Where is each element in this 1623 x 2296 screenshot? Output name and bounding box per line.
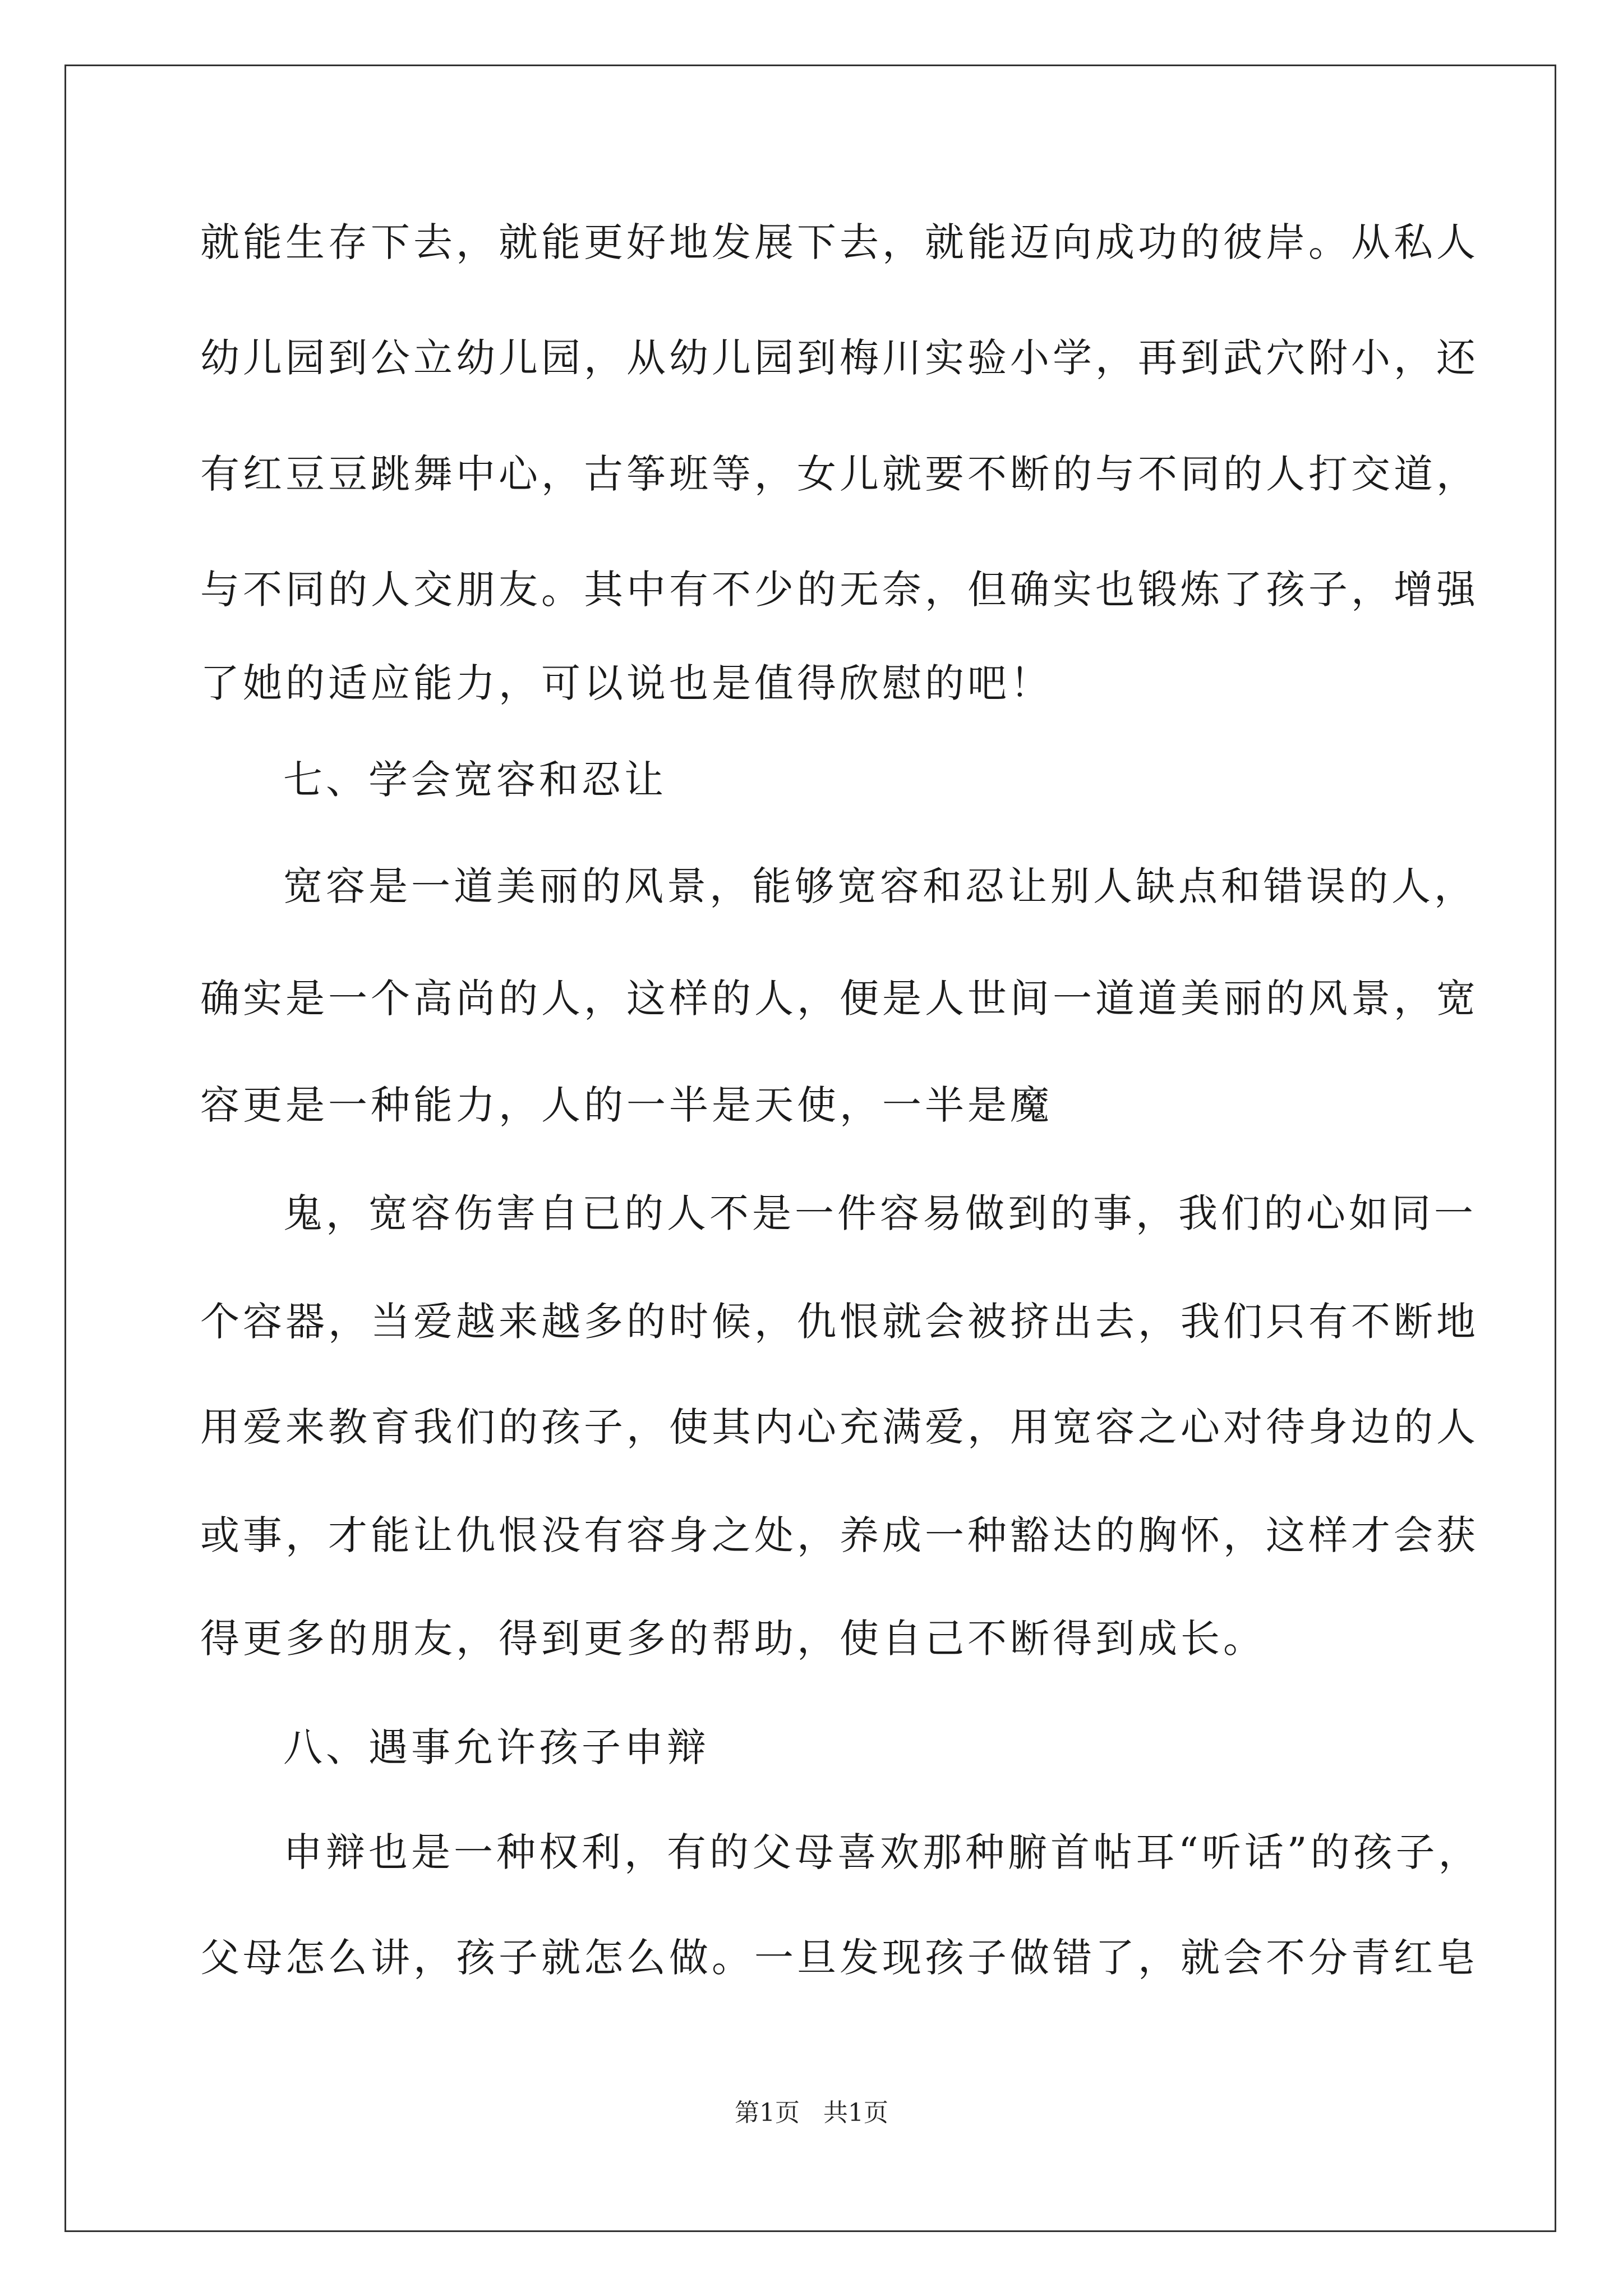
body-text-line: 与不同的人交朋友。其中有不少的无奈，但确实也锻炼了孩子，增强 <box>200 567 1479 613</box>
body-text-line: 用爱来教育我们的孩子，使其内心充满爱，用宽容之心对待身边的人 <box>200 1404 1479 1450</box>
section-heading: 八、遇事允许孩子申辩 <box>283 1724 709 1770</box>
body-text-line: 有红豆豆跳舞中心，古筝班等，女儿就要不断的与不同的人打交道， <box>200 451 1479 497</box>
body-text-line: 宽容是一道美丽的风景，能够宽容和忍让别人缺点和错误的人， <box>283 863 1477 909</box>
page-border <box>64 65 1556 2232</box>
body-text-line: 容更是一种能力，人的一半是天使，一半是魔 <box>200 1082 1053 1128</box>
body-text-line: 就能生存下去，就能更好地发展下去，就能迈向成功的彼岸。从私人 <box>200 219 1479 265</box>
body-text-line: 得更多的朋友，得到更多的帮助，使自己不断得到成长。 <box>200 1616 1266 1662</box>
body-text-line: 父母怎么讲，孩子就怎么做。一旦发现孩子做错了，就会不分青红皂 <box>200 1935 1479 1981</box>
section-heading: 七、学会宽容和忍让 <box>283 757 667 803</box>
body-text-line: 鬼，宽容伤害自已的人不是一件容易做到的事，我们的心如同一 <box>283 1190 1477 1236</box>
body-text-line: 申辩也是一种权利，有的父母喜欢那种腑首帖耳“听话”的孩子， <box>283 1829 1481 1875</box>
body-text-line: 或事，才能让仇恨没有容身之处，养成一种豁达的胸怀，这样才会获 <box>200 1512 1479 1558</box>
body-text-line: 确实是一个高尚的人，这样的人，便是人世间一道道美丽的风景，宽 <box>200 976 1479 1022</box>
body-text-line: 了她的适应能力，可以说也是值得欣慰的吧！ <box>200 660 1053 706</box>
body-text-line: 个容器，当爱越来越多的时候，仇恨就会被挤出去，我们只有不断地 <box>200 1299 1479 1345</box>
body-text-line: 幼儿园到公立幼儿园，从幼儿园到梅川实验小学，再到武穴附小，还 <box>200 335 1479 381</box>
page-footer: 第1页 共1页 <box>735 2099 888 2127</box>
